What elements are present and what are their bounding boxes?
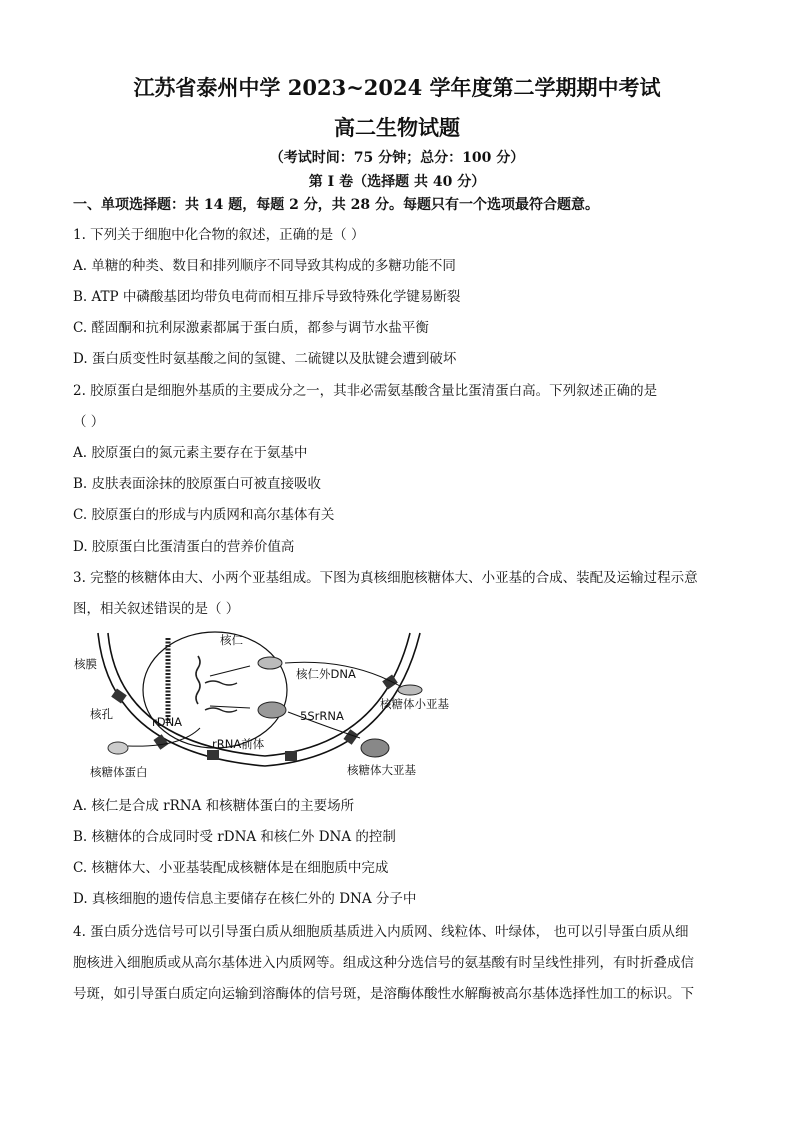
label-rdna: rDNA (152, 715, 183, 729)
small-subunit (398, 685, 422, 695)
q2-option-c: C. 胶原蛋白的形成与内质网和高尔基体有关 (73, 507, 335, 523)
nuclear-pore (111, 688, 127, 703)
q1-option-a: A. 单糖的种类、数目和排列顺序不同导致其构成的多糖功能不同 (73, 258, 456, 274)
q3-option-d: D. 真核细胞的遗传信息主要储存在核仁外的 DNA 分子中 (73, 891, 417, 907)
q2-stem-line1: 2. 胶原蛋白是细胞外基质的主要成分之一，其非必需氨基酸含量比蛋清蛋白高。下列叙述正确的是 (73, 383, 658, 399)
label-5srrna: 5SrRNA (300, 709, 344, 723)
large-subunit (361, 739, 389, 757)
q2-option-a: A. 胶原蛋白的氮元素主要存在于氨基中 (73, 445, 308, 461)
label-ribosomal-protein: 核糖体蛋白 (90, 765, 148, 779)
volume-heading: 第 I 卷（选择题 共 40 分） (308, 174, 486, 190)
q3-stem-line1: 3. 完整的核糖体由大、小两个亚基组成。下图为真核细胞核糖体大、小亚基的合成、装配及运输过程示意 (73, 570, 698, 586)
label-rrna-precursor: rRNA前体 (212, 737, 265, 751)
nuclear-pore (153, 734, 168, 750)
label-nuclear-membrane: 核膜 (74, 657, 97, 671)
nuclear-pore (382, 674, 398, 689)
q1-option-b: B. ATP 中磷酸基团均带负电荷而相互排斥导致特殊化学键易断裂 (73, 289, 461, 305)
q3-stem-line2: 图，相关叙述错误的是（ ） (73, 601, 240, 617)
q1-stem: 1. 下列关于细胞中化合物的叙述，正确的是（ ） (73, 227, 365, 243)
exam-title: 江苏省泰州中学 2023~2024 学年度第二学期期中考试 (133, 75, 661, 100)
nuclear-pore (207, 750, 219, 760)
q2-option-d: D. 胶原蛋白比蛋清蛋白的营养价值高 (73, 539, 295, 555)
label-extra-dna: 核仁外DNA (296, 667, 356, 681)
section-heading: 一、单项选择题：共 14 题，每题 2 分，共 28 分。每题只有一个选项最符合题意。 (73, 197, 599, 213)
q4-stem-line2: 胞核进入细胞质或从高尔基体进入内质网等。组成这种分选信号的氨基酸有时呈线性排列，有时折叠成信 (73, 955, 694, 971)
process-arrow (210, 666, 250, 676)
q1-option-c: C. 醛固酮和抗利尿激素都属于蛋白质，都参与调节水盐平衡 (73, 320, 429, 336)
q4-stem-line3: 号斑，如引导蛋白质定向运输到溶酶体的信号斑，是溶酶体酸性水解酶被高尔基体选择性加工的标识。下 (73, 986, 694, 1002)
exam-info: （考试时间：75 分钟；总分：100 分） (269, 150, 525, 166)
q3-option-c: C. 核糖体大、小亚基装配成核糖体是在细胞质中完成 (73, 860, 389, 876)
q2-option-b: B. 皮肤表面涂抹的胶原蛋白可被直接吸收 (73, 476, 322, 492)
q4-stem-line1: 4. 蛋白质分选信号可以引导蛋白质从细胞质基质进入内质网、线粒体、叶绿体， 也可以引导蛋白质从细 (73, 924, 689, 940)
rrna-strand (205, 708, 237, 712)
label-nuclear-pore: 核孔 (90, 707, 113, 721)
label-small-subunit: 核糖体小亚基 (380, 697, 449, 711)
q1-option-d: D. 蛋白质变性时氨基酸之间的氢键、二硫键以及肽键会遭到破坏 (73, 351, 457, 367)
q3-option-a: A. 核仁是合成 rRNA 和核糖体蛋白的主要场所 (73, 798, 355, 814)
rrna-precursor-coil (196, 656, 200, 704)
ribosome-assembly-diagram (60, 628, 480, 783)
large-subunit-precursor (258, 702, 286, 718)
q2-stem-line2: （ ） (73, 414, 105, 430)
q3-option-b: B. 核糖体的合成同时受 rDNA 和核仁外 DNA 的控制 (73, 829, 396, 845)
label-nucleolus: 核仁 (220, 633, 243, 647)
nuclear-pore (285, 751, 297, 761)
exam-subject: 高二生物试题 (334, 115, 460, 140)
nucleolus-outline (143, 632, 287, 748)
ribosomal-protein-blob (108, 742, 128, 754)
label-large-subunit: 核糖体大亚基 (347, 763, 416, 777)
rrna-strand (205, 681, 237, 685)
small-subunit-precursor (258, 657, 282, 669)
